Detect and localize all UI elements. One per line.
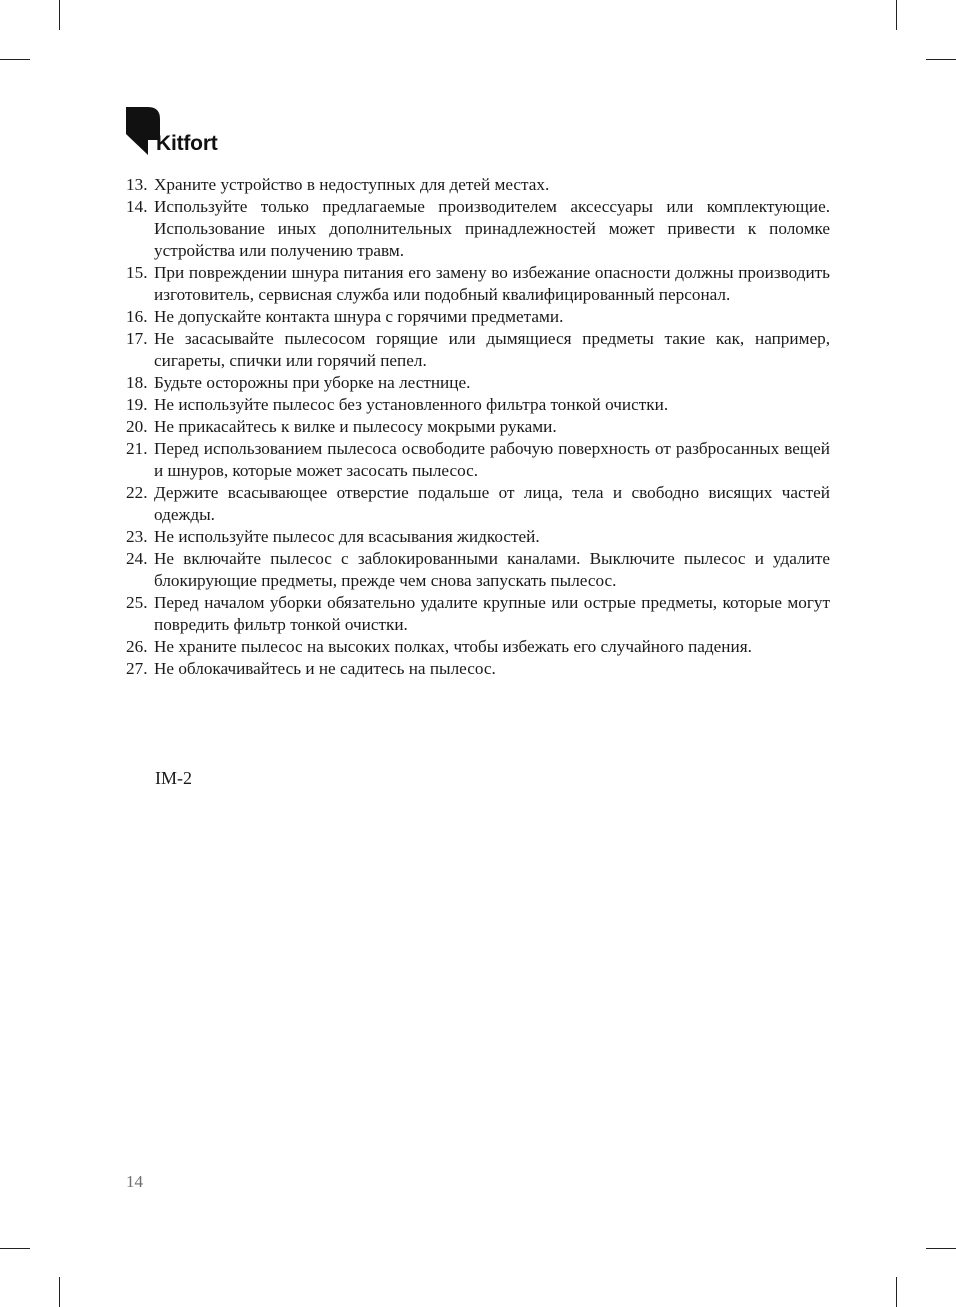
rule-text: Храните устройство в недоступных для детей местах.: [154, 175, 550, 194]
rule-number: 23.: [126, 527, 148, 546]
rule-number: 26.: [126, 637, 148, 656]
rule-item: [126, 482, 830, 526]
crop-mark-bottom-left-h: [0, 1248, 30, 1249]
rule-number: 17.: [126, 329, 148, 348]
rule-item: [126, 592, 830, 636]
rule-number: 13.: [126, 175, 148, 194]
rule-item: [126, 416, 830, 438]
rule-number: 18.: [126, 373, 148, 392]
rule-item: [126, 548, 830, 592]
brand-name: Kitfort: [156, 132, 218, 155]
crop-mark-top-right: [896, 0, 897, 30]
rule-item: [126, 526, 830, 548]
rule-number: 20.: [126, 417, 148, 436]
crop-mark-bottom-left: [59, 1277, 60, 1307]
rule-text: Не храните пылесос на высоких полках, чтобы избежать его случайного падения.: [154, 637, 752, 656]
rule-text: При повреждении шнура питания его замену во избежание опасности должны производить изготовитель, сервисная служба или подобный квалифицированный персонал.: [154, 263, 830, 304]
rule-text: Используйте только предлагаемые производителем аксессуары или комплектующие. Использование иных дополнительных принадлежностей может привести к поломке устройства или получению травм.: [154, 197, 830, 260]
crop-mark-top-left: [59, 0, 60, 30]
rule-item: [126, 328, 830, 372]
rule-item: [126, 658, 830, 680]
rule-number: 22.: [126, 483, 148, 502]
crop-mark-top-right-h: [926, 59, 956, 60]
crop-mark-top-left-h: [0, 59, 30, 60]
rule-number: 27.: [126, 659, 148, 678]
rule-number: 15.: [126, 263, 148, 282]
rule-number: 16.: [126, 307, 148, 326]
rule-text: Будьте осторожны при уборке на лестнице.: [154, 373, 471, 392]
rule-text: Не используйте пылесос без установленного фильтра тонкой очистки.: [154, 395, 669, 414]
rule-number: 19.: [126, 395, 148, 414]
safety-rules-list: [126, 174, 830, 680]
rule-text: Не допускайте контакта шнура с горячими предметами.: [154, 307, 564, 326]
rule-text: Не облокачивайтесь и не садитесь на пылесос.: [154, 659, 496, 678]
page-number: 14: [126, 1172, 143, 1191]
rule-text: Перед использованием пылесоса освободите рабочую поверхность от разбросанных вещей и шнуров, которые может засосать пылесос.: [154, 439, 830, 480]
rule-number: 24.: [126, 549, 148, 568]
brand-logo: [126, 107, 218, 155]
rule-number: 14.: [126, 197, 148, 216]
rule-text: Не используйте пылесос для всасывания жидкостей.: [154, 527, 540, 546]
rule-text: Не включайте пылесос с заблокированными каналами. Выключите пылесос и удалите блокирующие предметы, прежде чем снова запускать пылесос.: [154, 549, 830, 590]
rule-text: Не засасывайте пылесосом горящие или дымящиеся предметы такие как, например, сигареты, спички или горячий пепел.: [154, 329, 830, 370]
rule-text: Перед началом уборки обязательно удалите крупные или острые предметы, которые могут повредить фильтр тонкой очистки.: [154, 593, 830, 634]
rule-item: [126, 196, 830, 262]
rule-number: 21.: [126, 439, 148, 458]
rule-item: [126, 262, 830, 306]
rule-item: [126, 636, 830, 658]
kitfort-logo-icon: [126, 107, 160, 155]
rule-item: [126, 174, 830, 196]
rule-item: [126, 438, 830, 482]
crop-mark-bottom-right: [896, 1277, 897, 1307]
model-code: IM-2: [155, 768, 192, 788]
rule-item: [126, 306, 830, 328]
rule-text: Не прикасайтесь к вилке и пылесосу мокрыми руками.: [154, 417, 557, 436]
rule-number: 25.: [126, 593, 148, 612]
rule-text: Держите всасывающее отверстие подальше от лица, тела и свободно висящих частей одежды.: [154, 483, 830, 524]
rule-item: [126, 394, 830, 416]
rule-item: [126, 372, 830, 394]
crop-mark-bottom-right-h: [926, 1248, 956, 1249]
